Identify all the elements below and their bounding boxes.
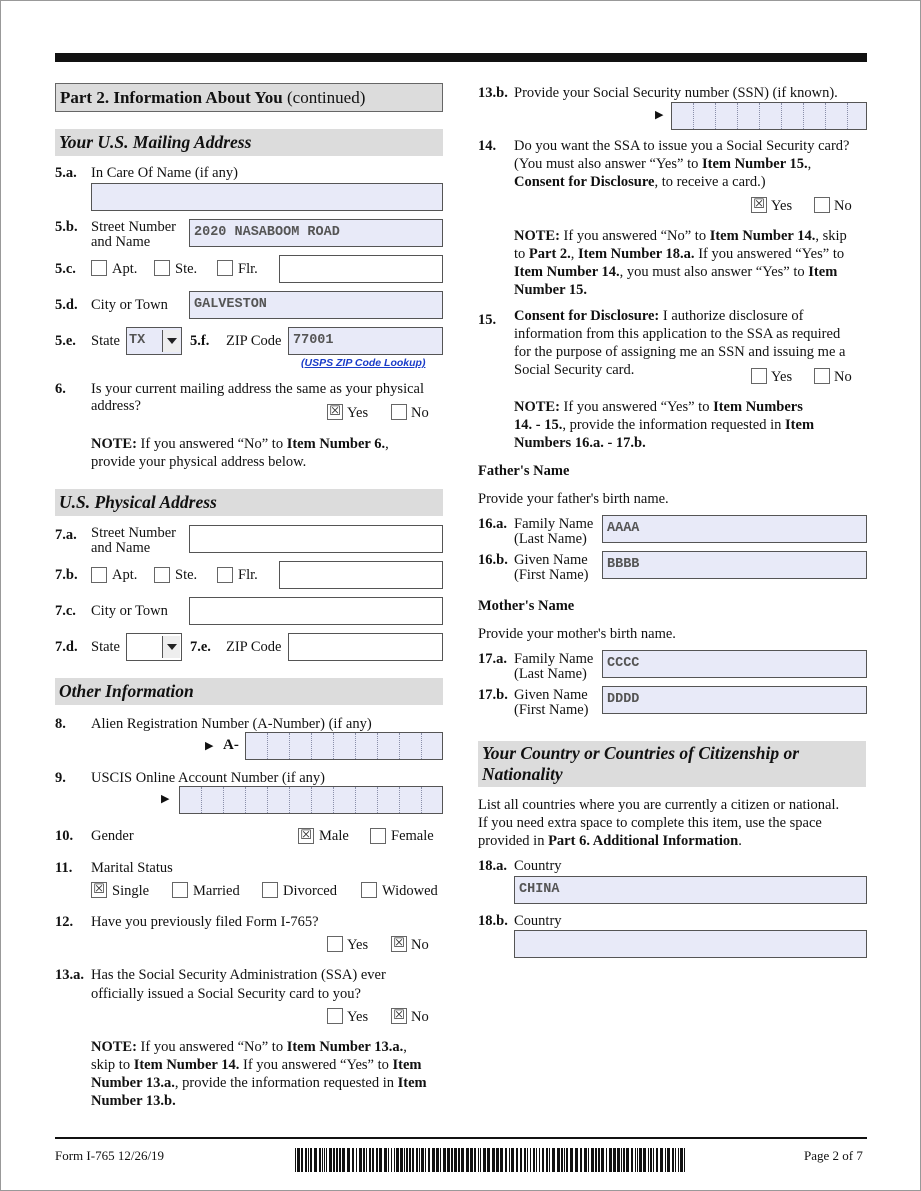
physical-city-label: City or Town [91, 603, 168, 619]
uscis-account-label: USCIS Online Account Number (if any) [91, 770, 325, 786]
father-family-name-label-2: (Last Name) [514, 531, 587, 547]
a-number-prefix: A- [223, 737, 239, 753]
widowed-checkbox[interactable] [361, 882, 377, 898]
state-label: State [91, 333, 120, 349]
in-care-of-input[interactable] [91, 183, 443, 211]
item-number: 9. [55, 770, 66, 786]
ste-label: Ste. [175, 261, 198, 277]
item-number: 11. [55, 860, 73, 876]
physical-state-label: State [91, 639, 120, 655]
ssn-label: Provide your Social Security number (SSN) (if known). [514, 85, 838, 101]
yes-label: Yes [771, 198, 793, 214]
ssa-card-yes-checkbox[interactable] [327, 1008, 343, 1024]
physical-flr-checkbox[interactable] [217, 567, 233, 583]
country-input-1[interactable]: CHINA [514, 876, 867, 904]
zip-label: ZIP Code [226, 333, 282, 349]
footer-rule [55, 1137, 867, 1139]
issue-card-yes-checkbox[interactable]: ☒ [751, 197, 767, 213]
item-number: 18.a. [478, 858, 507, 874]
city-label: City or Town [91, 297, 168, 313]
citizenship-intro: List all countries where you are currently a citizen or national. If you need extra space to complete this item, use the space provided in Part 6. Additional Information. [478, 797, 840, 849]
item-number: 7.d. [55, 639, 78, 655]
section-citizenship: Your Country or Countries of Citizenship or Nationality [478, 741, 866, 787]
page-number: Page 2 of 7 [804, 1148, 863, 1163]
fathers-name-intro: Provide your father's birth name. [478, 491, 669, 507]
physical-apt-checkbox[interactable] [91, 567, 107, 583]
city-input[interactable]: GALVESTON [189, 291, 443, 319]
triangle-right-icon: ▶ [161, 792, 170, 805]
item-number: 7.c. [55, 603, 76, 619]
note-item-13a: NOTE: If you answered “No” to Item Number 13.a., skip to Item Number 14. If you answered “Yes” to Item Number 13.a., provide the information requested in Item Number 13.b. [91, 1039, 427, 1109]
item-number: 7.e. [190, 639, 211, 655]
mother-family-name-label-2: (Last Name) [514, 666, 587, 682]
physical-street-input[interactable] [189, 525, 443, 553]
physical-zip-label: ZIP Code [226, 639, 282, 655]
divorced-checkbox[interactable] [262, 882, 278, 898]
married-checkbox[interactable] [172, 882, 188, 898]
unit-number-input[interactable] [279, 255, 443, 283]
item-number: 17.b. [478, 687, 508, 703]
single-checkbox[interactable]: ☒ [91, 882, 107, 898]
male-checkbox[interactable]: ☒ [298, 828, 314, 844]
same-address-no-checkbox[interactable] [391, 404, 407, 420]
father-family-name-label: Family Name [514, 516, 594, 532]
item-number: 12. [55, 914, 74, 930]
same-address-question-2: address? [91, 398, 141, 414]
father-given-name-label: Given Name [514, 552, 588, 568]
item-number: 7.b. [55, 567, 78, 583]
mother-given-name-label-2: (First Name) [514, 702, 589, 718]
flr-label: Flr. [238, 261, 258, 277]
consent-no-checkbox[interactable] [814, 368, 830, 384]
item-number: 6. [55, 381, 66, 397]
male-label: Male [319, 828, 349, 844]
father-given-name-input[interactable]: BBBB [602, 551, 867, 579]
ssa-card-question-2: officially issued a Social Security card to you? [91, 986, 361, 1002]
state-value: TX [129, 333, 146, 348]
physical-street-label-2: and Name [91, 540, 151, 556]
father-given-name-label-2: (First Name) [514, 567, 589, 583]
uscis-account-input[interactable] [179, 786, 443, 814]
item-number: 5.a. [55, 165, 77, 181]
street-label-2: and Name [91, 234, 151, 250]
consent-yes-checkbox[interactable] [751, 368, 767, 384]
chevron-down-icon[interactable] [162, 330, 180, 352]
no-label: No [834, 369, 852, 385]
ssa-issue-card-question: Do you want the SSA to issue you a Social Security card? (You must also answer “Yes” to Item Number 15., Consent for Disclosure, to receive a card.) [514, 138, 850, 190]
issue-card-no-checkbox[interactable] [814, 197, 830, 213]
yes-label: Yes [347, 1009, 369, 1025]
mothers-name-heading: Mother's Name [478, 598, 575, 614]
item-number: 15. [478, 312, 497, 328]
mother-given-name-input[interactable]: DDDD [602, 686, 867, 714]
fathers-name-heading: Father's Name [478, 463, 570, 479]
ste-checkbox[interactable] [154, 260, 170, 276]
same-address-yes-checkbox[interactable]: ☒ [327, 404, 343, 420]
widowed-label: Widowed [382, 883, 438, 899]
item-number: 16.b. [478, 552, 508, 568]
ssa-card-question: Has the Social Security Administration (SSA) ever [91, 967, 386, 983]
yes-label: Yes [347, 405, 369, 421]
apt-label: Apt. [112, 261, 138, 277]
marital-status-label: Marital Status [91, 860, 173, 876]
item-number: 14. [478, 138, 497, 154]
country-label: Country [514, 913, 562, 929]
a-number-label: Alien Registration Number (A-Number) (if any) [91, 716, 372, 732]
item-number: 18.b. [478, 913, 508, 929]
apt-label: Apt. [112, 567, 138, 583]
form-version: Form I-765 12/26/19 [55, 1148, 165, 1163]
yes-label: Yes [771, 369, 793, 385]
no-label: No [411, 937, 429, 953]
father-family-name-input[interactable]: AAAA [602, 515, 867, 543]
note-item-15: NOTE: If you answered “Yes” to Item Numbers 14. - 15., provide the information requested in Item Numbers 16.a. - 17.b. [514, 399, 815, 451]
gender-label: Gender [91, 828, 134, 844]
item-number: 5.f. [190, 333, 210, 349]
item-number: 10. [55, 828, 74, 844]
no-label: No [411, 405, 429, 421]
item-number: 5.b. [55, 219, 78, 235]
prior-filing-no-checkbox[interactable]: ☒ [391, 936, 407, 952]
country-input-2[interactable] [514, 930, 867, 958]
item-number: 5.d. [55, 297, 78, 313]
mother-family-name-label: Family Name [514, 651, 594, 667]
physical-state-select[interactable] [126, 633, 182, 661]
street-label: Street Number [91, 219, 176, 235]
part-header: Part 2. Information About You (continued) [55, 83, 443, 112]
top-rule [55, 53, 867, 62]
item-number: 8. [55, 716, 66, 732]
triangle-right-icon: ▶ [205, 739, 214, 752]
street-input[interactable]: 2020 NASABOOM ROAD [189, 219, 443, 247]
consent-disclosure-text: Consent for Disclosure: I authorize disclosure of information from this application to the SSA as required for the purpose of assigning me an SSN and issuing me a Social Security card. [514, 308, 846, 378]
in-care-of-label: In Care Of Name (if any) [91, 165, 238, 181]
item-number: 13.a. [55, 967, 84, 983]
item-number: 5.e. [55, 333, 76, 349]
no-label: No [411, 1009, 429, 1025]
ste-label: Ste. [175, 567, 198, 583]
female-label: Female [391, 828, 434, 844]
physical-street-label: Street Number [91, 525, 176, 541]
barcode-icon [295, 1148, 691, 1172]
mother-given-name-label: Given Name [514, 687, 588, 703]
same-address-question: Is your current mailing address the same as your physical [91, 381, 425, 397]
single-label: Single [112, 883, 150, 899]
physical-zip-input[interactable] [288, 633, 443, 661]
flr-checkbox[interactable] [217, 260, 233, 276]
item-number: 13.b. [478, 85, 508, 101]
triangle-right-icon: ▶ [655, 108, 664, 121]
zip-input[interactable]: 77001 [288, 327, 443, 355]
physical-ste-checkbox[interactable] [154, 567, 170, 583]
state-select[interactable] [126, 327, 182, 355]
apt-checkbox[interactable] [91, 260, 107, 276]
a-number-input[interactable] [245, 732, 443, 760]
female-checkbox[interactable] [370, 828, 386, 844]
prior-filing-yes-checkbox[interactable] [327, 936, 343, 952]
prior-filing-question: Have you previously filed Form I-765? [91, 914, 319, 930]
flr-label: Flr. [238, 567, 258, 583]
physical-unit-input[interactable] [279, 561, 443, 589]
country-label: Country [514, 858, 562, 874]
chevron-down-icon[interactable] [162, 636, 180, 658]
no-label: No [834, 198, 852, 214]
item-number: 5.c. [55, 261, 76, 277]
section-physical-address: U.S. Physical Address [55, 489, 443, 516]
yes-label: Yes [347, 937, 369, 953]
note-item-14: NOTE: If you answered “No” to Item Number 14., skip to Part 2., Item Number 18.a. If you answered “Yes” to Item Number 14., you must also answer “Yes” to Item Number 15. [514, 228, 847, 298]
ssn-input[interactable] [671, 102, 867, 130]
married-label: Married [193, 883, 240, 899]
zip-lookup-link[interactable]: (USPS ZIP Code Lookup) [301, 357, 426, 369]
section-other-information: Other Information [55, 678, 443, 705]
note-item-6: NOTE: If you answered “No” to Item Number 6., provide your physical address below. [91, 436, 389, 470]
mothers-name-intro: Provide your mother's birth name. [478, 626, 676, 642]
ssa-card-no-checkbox[interactable]: ☒ [391, 1008, 407, 1024]
item-number: 7.a. [55, 527, 77, 543]
mother-family-name-input[interactable]: CCCC [602, 650, 867, 678]
physical-city-input[interactable] [189, 597, 443, 625]
item-number: 16.a. [478, 516, 507, 532]
section-mailing-address: Your U.S. Mailing Address [55, 129, 443, 156]
item-number: 17.a. [478, 651, 507, 667]
divorced-label: Divorced [283, 883, 337, 899]
